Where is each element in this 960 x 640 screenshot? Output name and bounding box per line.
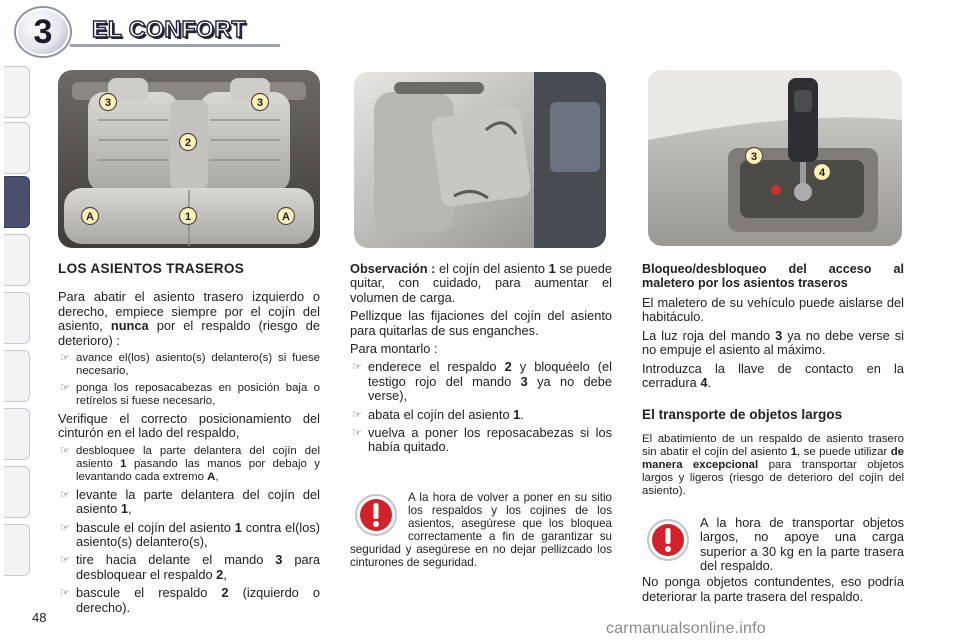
list-item: ☞ enderece el respaldo 2 y bloquéelo (el testigo rojo del mando 3 ya no debe verse), [352, 359, 612, 404]
list-item: ☞ bascule el cojín del asiento 1 contra el(los) asiento(s) delantero(s), [60, 519, 321, 550]
seat-label-text: A [282, 211, 290, 223]
chapter-tab-active[interactable] [4, 176, 30, 228]
section-heading: LOS ASIENTOS TRASEROS [58, 261, 245, 276]
chapter-tab[interactable] [4, 350, 30, 402]
lock-label-text: 3 [750, 151, 758, 163]
transport-paragraph: El abatimiento de un respaldo de asiento trasero sin abatir el cojín del asiento 1, se puede utilizar de manera excepcional para transportar objetos largos y ligeros (riesgo de deterioro del cojín del asiento). [642, 432, 904, 497]
lock-heading: Bloqueo/desbloqueo del acceso al maletero por los asientos traseros [642, 262, 904, 290]
lock-label-text: 4 [818, 167, 826, 179]
bullet-icon: ☞ [60, 521, 70, 534]
chapter-tab[interactable] [4, 524, 30, 576]
warning-block [350, 491, 612, 569]
bullet-icon: ☞ [60, 352, 70, 365]
seat-label [276, 206, 296, 231]
chapter-tab[interactable] [4, 292, 30, 344]
bullet-icon: ☞ [352, 427, 362, 440]
chapter-tab[interactable] [4, 234, 30, 286]
lock-label [812, 162, 832, 187]
list-item: ☞ bascule el respaldo 2 (izquierdo o derecho). [60, 585, 321, 615]
cushion-removal-photo [354, 72, 606, 248]
seat-label [250, 92, 270, 117]
chapter-badge: 3 [16, 8, 70, 56]
chapter-tab[interactable] [4, 466, 30, 518]
chapter-tab[interactable] [4, 408, 30, 460]
page-number: 48 [32, 610, 47, 625]
lock-paragraph: La luz roja del mando 3 ya no debe verse si no empuje el asiento al máximo. [642, 327, 904, 358]
bullet-icon: ☞ [352, 408, 362, 421]
lock-paragraph: El maletero de su vehículo puede aislarse del habitáculo. [642, 295, 904, 325]
list-item: ☞ tire hacia delante el mando 3 para desbloquear el respaldo 2, [60, 552, 321, 582]
chapter-tabs [0, 62, 30, 582]
mount-heading: Para montarlo : [350, 341, 438, 357]
seat-label [80, 206, 100, 231]
verify-paragraph: Verifique el correcto posicionamiento del cinturón en el lado del respaldo, [58, 411, 320, 441]
transport-heading: El transporte de objetos largos [642, 407, 843, 423]
page-title: EL CONFORT [92, 16, 247, 42]
lock-label [744, 146, 764, 171]
list-item: ☞ vuelva a poner los reposacabezas si los había quitado. [352, 425, 612, 455]
lock-paragraph: Introduzca la llave de contacto en la cerradura 4. [642, 360, 904, 391]
steps-list [58, 445, 320, 615]
warning-text: A la hora de transportar objetos largos, no apoye una carga superior a 30 kg en la parte trasera del respaldo. [700, 514, 904, 574]
list-item: ☞ abata el cojín del asiento 1. [352, 406, 524, 422]
warning-icon [354, 493, 398, 537]
header-rule [70, 44, 280, 47]
warning-block [642, 516, 904, 574]
bullet-icon: ☞ [60, 488, 70, 501]
seat-label [178, 132, 198, 157]
bullet-icon: ☞ [60, 382, 70, 395]
bullet-icon: ☞ [60, 444, 70, 457]
list-item: ☞ desbloquee la parte delantera del cojín del asiento 1 pasando las manos por debajo y levantando cada extremo A, [60, 444, 320, 483]
warning-text: A la hora de volver a poner en su sitio los respaldos y los cojines de los asientos, asegúrese que los bloquea correctamente a fin de garantizar su seguridad y asegúrese en no dejar pellizcado los cinturones de seguridad. [350, 490, 612, 569]
watermark: carmanualsonline.info [606, 620, 766, 637]
bullet-icon: ☞ [60, 554, 70, 567]
chapter-tab[interactable] [4, 122, 30, 174]
bullet-icon: ☞ [352, 361, 362, 374]
list-item: ☞ ponga los reposacabezas en posición baja o retírelos si fuese necesario, [60, 382, 320, 408]
observation-column [350, 262, 612, 569]
no-put-paragraph: No ponga objetos contundentes, eso podría deteriorar la parte trasera del respaldo. [642, 574, 904, 604]
rear-seats-column [58, 262, 320, 619]
observation-paragraph: Observación : el cojín del asiento 1 se puede quitar, con cuidado, para aumentar el volumen de carga. [350, 261, 612, 305]
seat-label-text: 3 [104, 97, 112, 109]
trunk-lock-photo [648, 70, 902, 246]
bullet-icon: ☞ [60, 587, 70, 600]
seat-label-text: A [86, 211, 94, 223]
trunk-column [642, 262, 904, 608]
preparation-list [58, 352, 320, 408]
list-item: ☞ levante la parte delantera del cojín del asiento 1, [60, 486, 320, 517]
seat-label [178, 206, 198, 231]
seat-label [98, 92, 118, 117]
warning-icon [646, 518, 690, 562]
list-item: ☞ avance el(los) asiento(s) delantero(s) si fuese necesario, [60, 352, 320, 378]
seat-label-text: 2 [184, 137, 192, 149]
seat-label-text: 3 [256, 97, 264, 109]
mount-list [350, 360, 612, 454]
intro-paragraph: Para abatir el asiento trasero izquierdo o derecho, empiece siempre por el cojín del asiento, nunca por el respaldo (riesgo de deterioro) : [58, 289, 320, 348]
seat-label-text: 1 [184, 211, 192, 223]
chapter-tab[interactable] [4, 66, 30, 118]
pinch-paragraph: Pellizque las fijaciones del cojín del asiento para quitarlas de sus enganches. [350, 308, 612, 338]
